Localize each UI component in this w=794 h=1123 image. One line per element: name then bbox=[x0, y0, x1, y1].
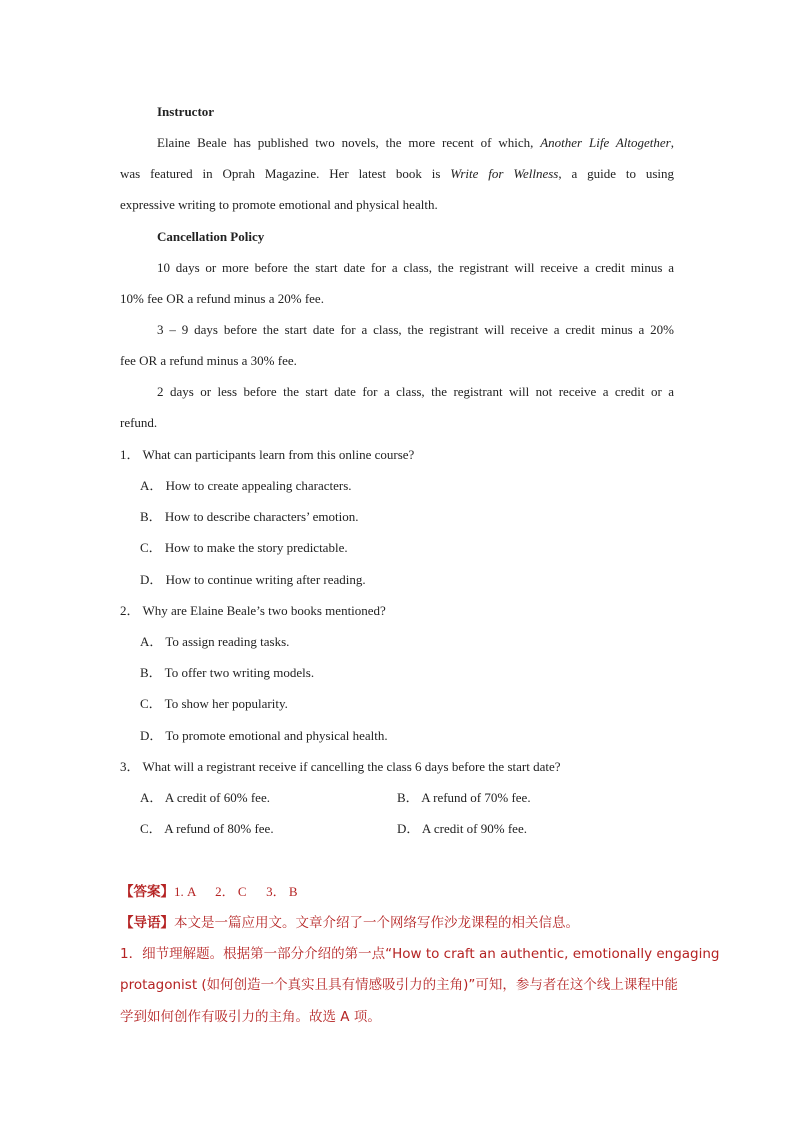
question-3-option-c: C． A refund of 80% fee. bbox=[140, 821, 274, 836]
question-2-stem: 2． Why are Elaine Beale’s two books mentioned? bbox=[120, 603, 386, 618]
question-3-option-b: B． A refund of 70% fee. bbox=[397, 790, 531, 805]
cancellation-rule-2-line-1: 3 – 9 days before the start date for a class, the registrant will receive a credit minus a 20% bbox=[157, 322, 674, 337]
question-3-option-d: D． A credit of 90% fee. bbox=[397, 821, 527, 836]
question-2-option-a: A． To assign reading tasks. bbox=[140, 634, 290, 649]
question-1-option-a: A． How to create appealing characters. bbox=[140, 478, 352, 493]
cancellation-rule-1-line-1: 10 days or more before the start date for a class, the registrant will receive a credit minus a bbox=[157, 260, 674, 275]
instructor-heading: Instructor bbox=[157, 104, 215, 119]
cancellation-rule-3-line-2: refund. bbox=[120, 415, 158, 430]
question-1-stem: 1． What can participants learn from this online course? bbox=[120, 447, 415, 462]
question-3-option-a: A． A credit of 60% fee. bbox=[140, 790, 270, 805]
guide-line bbox=[120, 915, 579, 931]
question-1-option-b: B． How to describe characters’ emotion. bbox=[140, 509, 359, 524]
explanation-line-2: protagonist (如何创造一个真实且具有情感吸引力的主角)”可知，参与者在这个线上课程中能 bbox=[120, 977, 678, 993]
guide-label: 【导语】 bbox=[120, 915, 174, 931]
question-1-option-c: C． How to make the story predictable. bbox=[140, 540, 348, 555]
question-2-option-d: D． To promote emotional and physical health. bbox=[140, 728, 388, 743]
instructor-paragraph-line-3: expressive writing to promote emotional and physical health. bbox=[120, 197, 438, 212]
cancellation-rule-2-line-2: fee OR a refund minus a 30% fee. bbox=[120, 353, 297, 368]
explanation-line-3: 学到如何创作有吸引力的主角。故选 A 项。 bbox=[120, 1009, 381, 1025]
question-1-option-d: D． How to continue writing after reading. bbox=[140, 572, 366, 587]
book-title-1: Another Life Altogether bbox=[540, 135, 671, 150]
question-2-option-b: B． To offer two writing models. bbox=[140, 665, 315, 680]
answer-label: 【答案】 bbox=[120, 884, 174, 900]
book-title-2: Write for Wellness bbox=[450, 166, 559, 181]
cancellation-rule-3-line-1: 2 days or less before the start date for a class, the registrant will not receive a credit or a bbox=[157, 384, 674, 399]
explanation-line-1: 1．细节理解题。根据第一部分介绍的第一点“How to craft an authentic, emotionally engaging bbox=[120, 946, 720, 962]
question-2-option-c: C． To show her popularity. bbox=[140, 696, 288, 711]
answer-line bbox=[120, 884, 298, 900]
instructor-paragraph-line-1: Elaine Beale has published two novels, the more recent of which, Another Life Altogether, bbox=[157, 135, 674, 150]
instructor-paragraph-line-2: was featured in Oprah Magazine. Her latest book is Write for Wellness, a guide to using bbox=[120, 166, 674, 181]
question-3-stem: 3． What will a registrant receive if cancelling the class 6 days before the start date? bbox=[120, 759, 561, 774]
answer-text: 1. A 2． C 3． B bbox=[174, 884, 298, 899]
cancellation-heading: Cancellation Policy bbox=[157, 229, 265, 244]
cancellation-rule-1-line-2: 10% fee OR a refund minus a 20% fee. bbox=[120, 291, 324, 306]
guide-text: 本文是一篇应用文。文章介绍了一个网络写作沙龙课程的相关信息。 bbox=[174, 915, 579, 931]
